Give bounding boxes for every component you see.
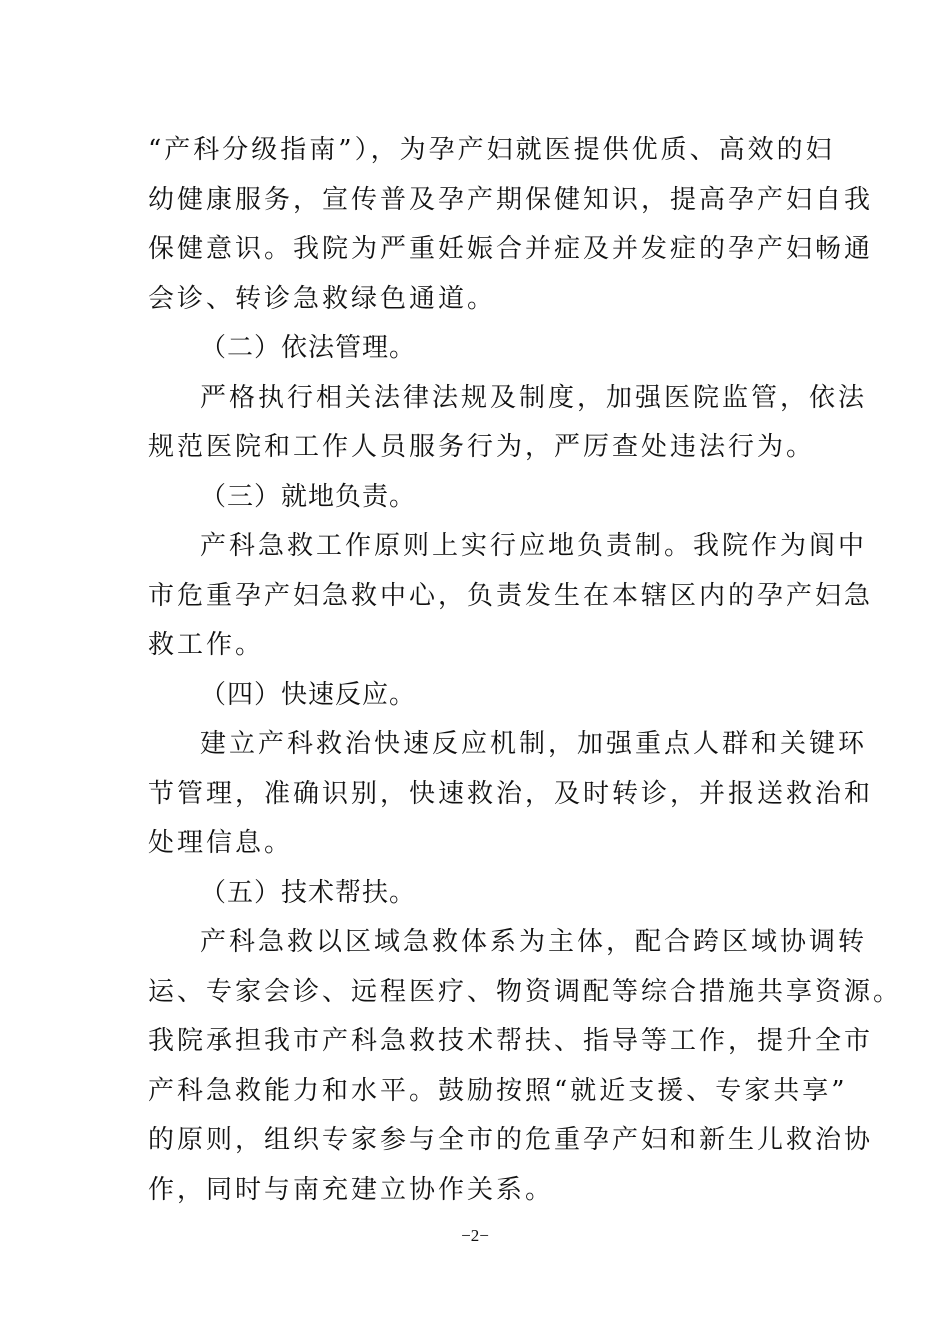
paragraph-line: 会诊、转诊急救绿色通道。	[148, 283, 497, 314]
paragraph-line: 幼健康服务，宣传普及孕产期保健知识，提高孕产妇自我	[148, 184, 874, 215]
paragraph-line: 产科急救以区域急救体系为主体，配合跨区域协调转	[200, 927, 868, 957]
paragraph-line: 处理信息。	[148, 828, 294, 858]
section-heading-3: （三）就地负责。	[200, 481, 417, 512]
paragraph-line: 救工作。	[148, 630, 265, 660]
paragraph-line: 市危重孕产妇急救中心，负责发生在本辖区内的孕产妇急	[148, 580, 874, 611]
section-heading-4: （四）快速反应。	[200, 679, 417, 710]
paragraph-line: 产科急救工作原则上实行应地负责制。我院作为阆中	[200, 531, 868, 561]
paragraph-line: “产科分级指南”），为孕产妇就医提供优质、高效的妇	[148, 135, 835, 165]
paragraph-line: 规范医院和工作人员服务行为，严厉查处违法行为。	[148, 432, 816, 462]
document-body	[148, 126, 903, 1215]
paragraph-line: 保健意识。我院为严重妊娠合并症及并发症的孕产妇畅通	[148, 234, 874, 264]
page-number: −2−	[461, 1226, 489, 1245]
paragraph-line: 产科急救能力和水平。鼓励按照“就近支援、专家共享”	[148, 1075, 848, 1106]
paragraph-line: 运、专家会诊、远程医疗、物资调配等综合措施共享资源。	[148, 976, 903, 1007]
paragraph-line: 作，同时与南充建立协作关系。	[148, 1174, 555, 1205]
paragraph-line: 节管理，准确识别，快速救治，及时转诊，并报送救治和	[148, 778, 874, 809]
section-heading-2: （二）依法管理。	[200, 333, 417, 363]
paragraph-line: 的原则，组织专家参与全市的危重孕产妇和新生儿救治协	[148, 1125, 874, 1155]
paragraph-line: 我院承担我市产科急救技术帮扶、指导等工作，提升全市	[148, 1026, 874, 1056]
paragraph-line: 严格执行相关法律法规及制度，加强医院监管，依法	[200, 382, 868, 413]
paragraph-line: 建立产科救治快速反应机制，加强重点人群和关键环	[200, 729, 868, 759]
section-heading-5: （五）技术帮扶。	[200, 877, 417, 908]
